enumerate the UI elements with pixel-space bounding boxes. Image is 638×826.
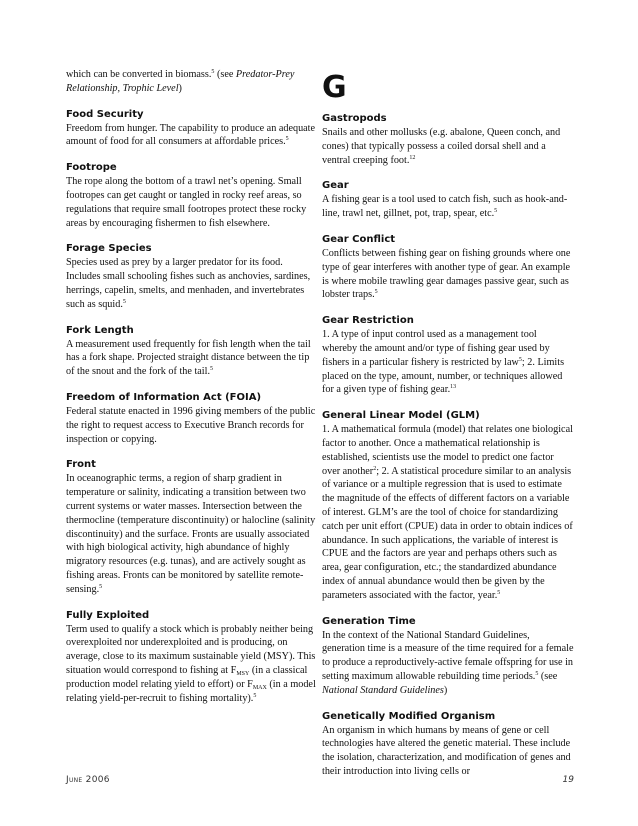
term: Gastropods: [322, 113, 387, 124]
footnote-ref: 5: [518, 356, 522, 363]
continued-text: which can be converted in biomass.: [66, 69, 212, 80]
term: Forage Species: [66, 243, 152, 255]
right-column: [322, 68, 574, 791]
definition: Federal statute enacted in 1996 giving members of the public the right to request access to Executive Branch records for inspection or copying.: [66, 405, 316, 445]
entry-footrope: [66, 161, 316, 230]
footer-date: June 2006: [66, 775, 110, 785]
term: Fork Length: [66, 324, 134, 336]
term: Gear Restriction: [322, 315, 414, 327]
term: Freedom of Information Act (FOIA): [66, 391, 262, 403]
definition-part: ; 2. Limits placed on the type, amount, number, or techniques allowed for a given type of fishing gear.: [322, 356, 565, 396]
definition: An organism in which humans by means of gene or cell technologies have altered the genetic material. These include the isolation, characterization, and modification of genes and their introduction into living cells or: [322, 724, 571, 777]
footnote-ref: 5: [494, 208, 498, 215]
entry-fully-exploited: [66, 609, 316, 706]
subscript: MSY: [236, 670, 250, 677]
left-column: [66, 68, 316, 717]
entry-gear: [322, 179, 574, 221]
footnote-ref: 5: [535, 670, 539, 677]
footnote-ref: 5: [211, 69, 215, 75]
term: Food Security: [66, 108, 144, 120]
footnote-ref: 5: [497, 589, 501, 596]
definition: A measurement used frequently for fish length when the tail has a fork shape. Projected straight distance between the tip of the snout and the fork of the tail.: [66, 338, 311, 378]
entry-gmo: [322, 710, 574, 779]
definition-part: In the context of the National Standard Guidelines, generation time is a measure of the time required for a female to produce a reproductively-active female offspring for use in setting maximum allowable rebuilding time periods.: [322, 629, 574, 682]
definition-part: ): [443, 684, 448, 696]
entry-foia: [66, 391, 316, 446]
term: Genetically Modified Organism: [322, 710, 496, 722]
page-number: 19: [562, 775, 574, 785]
entry-gear-restriction: [322, 314, 574, 397]
term: General Linear Model (GLM): [322, 410, 480, 422]
footnote-ref: 5: [210, 366, 214, 373]
entry-forage-species: [66, 242, 316, 311]
definition: Freedom from hunger. The capability to produce an adequate amount of food for all consumers at affordable prices.: [66, 122, 316, 148]
definition: Species used as prey by a larger predator for its food. Includes small schooling fishes such as anchovies, sardines, herrings, capelin, smelts, and menhaden, and invertebrates such as squid.: [66, 257, 311, 310]
definition: In oceanographic terms, a region of sharp gradient in temperature or salinity, indicating a transition between two current systems or water masses. Intersection between the thermocline (temperature discontinuity) or halocline (salinity discontinuity) and the surface. Fronts are usually associated with high biological activity, high abundance of highly migratory resources (e.g. tunas), and are actively sought as fishing areas. Fronts can be monitored by satellite remote-sensing.: [66, 473, 316, 595]
term: Footrope: [66, 162, 117, 174]
continued-entry: [66, 68, 316, 96]
cross-reference: National Standard Guidelines: [322, 684, 444, 696]
entry-food-security: [66, 108, 316, 150]
left-entries: [66, 108, 316, 597]
entry-front: [66, 458, 316, 596]
footnote-ref: 5: [122, 298, 126, 305]
section-letter: G: [322, 70, 347, 105]
definition-part: 1. A type of input control used as a management tool whereby the amount and/or type of fishing gear used by fishers in a particular fishery is restricted by law: [322, 329, 550, 368]
entry-fork-length: [66, 324, 316, 379]
footnote-ref: 2: [373, 465, 377, 472]
subscript: MAX: [252, 684, 267, 691]
footnote-ref: 5: [253, 692, 257, 699]
definition: Conflicts between fishing gear on fishing grounds where one type of gear interferes with another type of gear. An example is where mobile trawling gear damages passive gear, such as lobster traps.: [322, 247, 571, 301]
entry-gear-conflict: [322, 233, 574, 302]
entry-generation-time: [322, 615, 574, 698]
footnote-ref: 5: [285, 136, 289, 143]
term: Generation Time: [322, 615, 416, 627]
term: Gear Conflict: [322, 233, 396, 245]
definition-part: (in a classical production model relating yield to effort) or F: [66, 664, 308, 690]
definition-part: (see: [538, 670, 558, 682]
footnote-ref: 13: [450, 384, 457, 391]
definition: Snails and other mollusks (e.g. abalone, Queen conch, and cones) that typically possess a coiled dorsal shell and a ventral creeping foot.: [322, 127, 561, 166]
definition-part: Term used to qualify a stock which is probably neither being overexploited nor underexploited and is producing, on average, close to its maximum sustainable yield (MSY). This situation would correspond to fishing at F: [66, 623, 316, 676]
footnote-ref: 5: [374, 289, 378, 296]
close-paren: ): [178, 82, 182, 94]
cross-reference: Predator-Prey Relationship, Trophic Level: [66, 69, 295, 94]
term: Front: [66, 459, 96, 471]
term: Fully Exploited: [66, 609, 150, 621]
definition-part: 1. A mathematical formula (model) that relates one biological factor to another. Once a mathematical relationship is established, scientists use the model to predict one factor over another: [322, 424, 573, 477]
definition: A fishing gear is a tool used to catch fish, such as hook-and-line, trawl net, gillnet, pot, trap, spear, etc.: [322, 194, 568, 220]
footnote-ref: 12: [409, 154, 416, 161]
definition-part: ; 2. A statistical procedure similar to an analysis of variance or a multiple regression that is used to estimate the magnitude of the effects of different factors on a variable of interest. GLM’s are the tool of choice for standardizing catch per unit effort (CPUE) data in order to obtain indices of abundance. In such applications, the variable of interest is CPUE and the factors are year and perhaps others such as area, gear configuration, etc.; the standardized abundance index of annual abundance would then be given by the parameters associated with the factor, year.: [322, 465, 573, 601]
entry-gastropods: [322, 112, 574, 167]
see-text: (see: [214, 69, 236, 80]
definition: The rope along the bottom of a trawl net’s opening. Small footropes can get caught or tangled in rocky reef areas, so regulations that require small footropes protect these rocky areas by encouraging fishermen to fish elsewhere.: [66, 176, 307, 229]
definition-part: (in a model relating yield-per-recruit to fishing mortality).: [66, 678, 316, 704]
term: Gear: [322, 180, 349, 192]
footnote-ref: 5: [99, 583, 103, 590]
entry-glm: [322, 409, 574, 602]
